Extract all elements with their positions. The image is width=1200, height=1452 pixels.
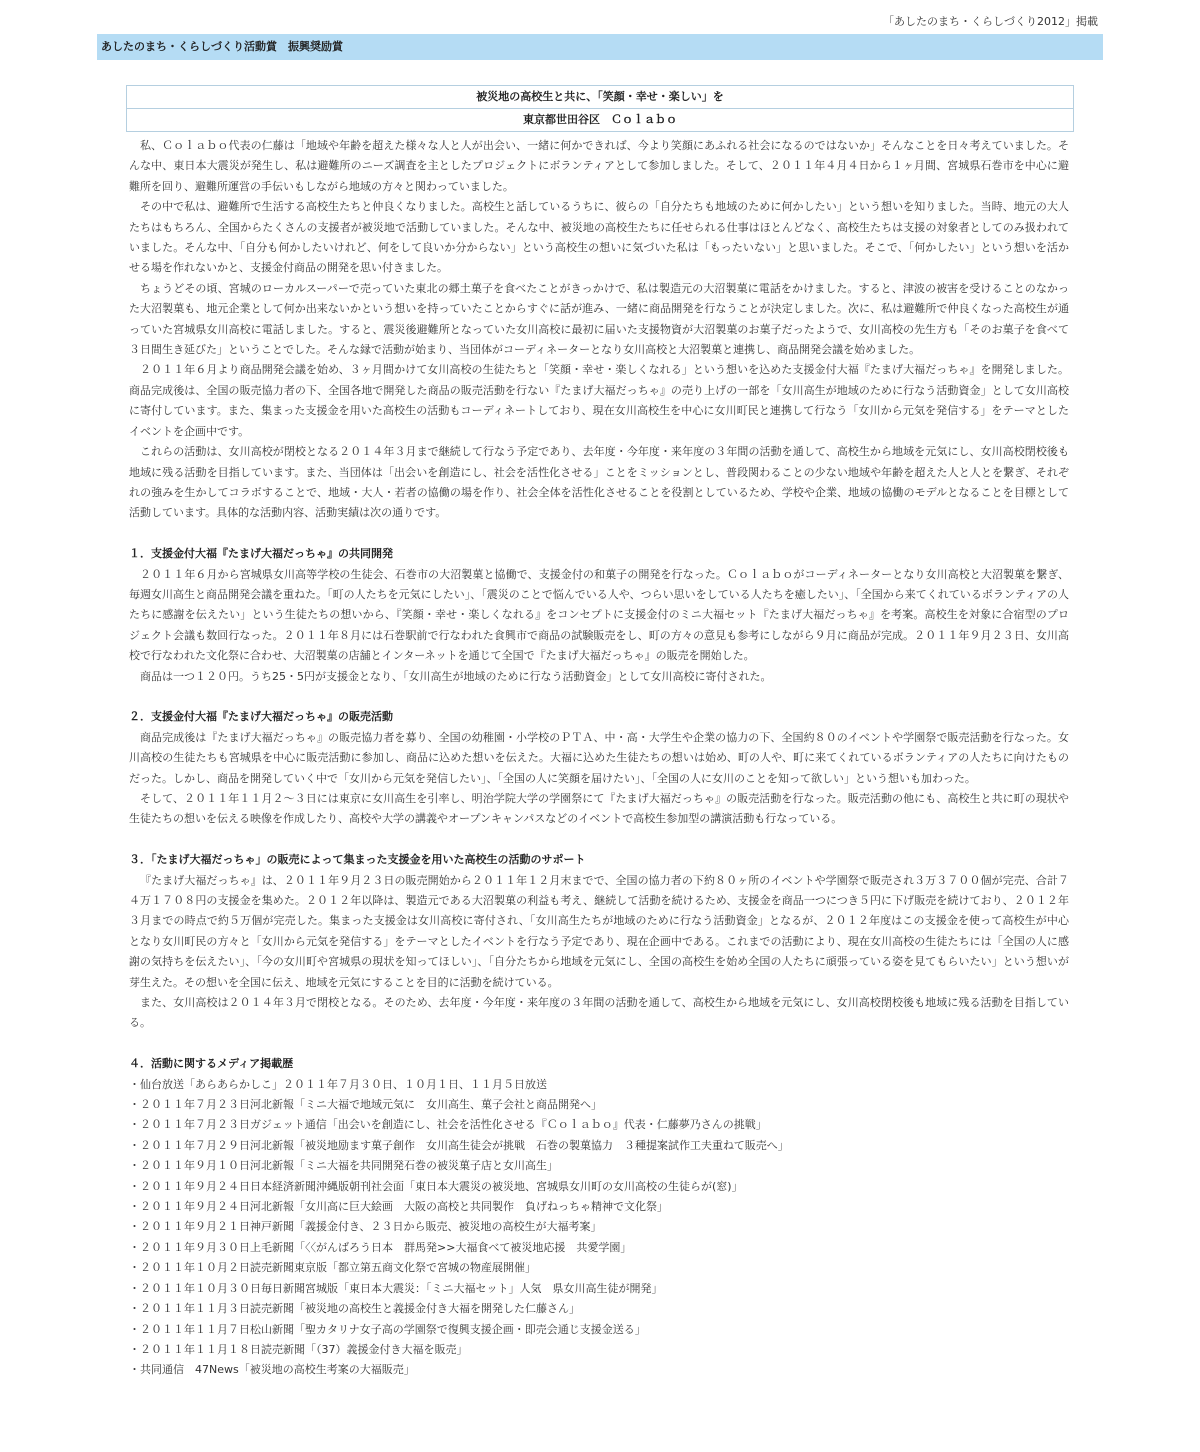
award-heading: あしたのまち・くらしづくり活動賞 振興奨励賞 xyxy=(97,34,1103,60)
intro-paragraph: ２０１１年６月より商品開発会議を始め、３ヶ月間かけて女川高校の生徒たちと「笑顔・幸せ・楽しくなれる」という想いを込めた支援金付大福『たまげ大福だっちゃ』を開発しました。商品完成後は、全国の販売協力者の下、全国各地で開発した商品の販売活動を行ない『たまげ大福だっちゃ』の売り上げの一部を「女川高生が地域のために行なう活動資金」として女川高校に寄付しています。また、集まった支援金を用いた高校生の活動もコーディネートしており、現在女川高校生を中心に女川町民と連携して行なう「女川から元気を発信する」をテーマとしたイベントを企画中です。 xyxy=(129,363,1069,438)
media-item: ・２０１１年１１月３日読売新聞「被災地の高校生と義援金付き大福を開発した仁藤さん」 xyxy=(129,1302,580,1316)
media-item: ・２０１１年１０月３０日毎日新聞宮城版「東日本大震災：「ミニ大福セット」人気 県女川高生徒が開発」 xyxy=(129,1281,663,1295)
source-note: 「あしたのまち・くらしづくり2012」掲載 xyxy=(883,15,1098,28)
section-heading: ３．「たまげ大福だっちゃ」の販売によって集まった支援金を用いた高校生の活動のサポート xyxy=(129,853,586,867)
section-paragraph: そして、２０１１年１１月２〜３日には東京に女川高生を引率し、明治学院大学の学園祭にて『たまげ大福だっちゃ』の販売活動を行なった。販売活動の他にも、高校生と共に町の現状や生徒たちの想いを伝える映像を作成したり、高校や大学の講義やオープンキャンパスなどのイベントで高校生参加型の講演活動も行なっている。 xyxy=(129,791,1069,826)
media-item: ・２０１１年７月２３日ガジェット通信「出会いを創造にし、社会を活性化させる『Ｃｏｌａｂｏ』代表・仁藤夢乃さんの挑戦」 xyxy=(129,1118,767,1132)
intro-paragraph: ちょうどその頃、宮城のローカルスーパーで売っていた東北の郷土菓子を食べたことがきっかけで、私は製造元の大沼製菓に電話をかけました。すると、津波の被害を受けることのなかった大沼製菓も、地元企業として何か出来ないかという想いを持っていたことからすぐに話が進み、一緒に商品開発を行なうことが決定しました。次に、私は避難所で仲良くなった高校生が通っていた宮城県女川高校に電話しました。すると、震災後避難所となっていた女川高校に最初に届いた支援物資が大沼製菓のお菓子だったようで、女川高校の先生方も「そのお菓子を食べて３日間生き延びた」ということでした。そんな縁で活動が始まり、当団体がコーディネーターとなり女川高校と大沼製菓と連携し、商品開発会議を始めました。 xyxy=(129,281,1069,357)
organization-name: 東京都世田谷区 Ｃｏｌａｂｏ xyxy=(127,108,1073,131)
section-heading: １．支援金付大福『たまげ大福だっちゃ』の共同開発 xyxy=(129,547,393,561)
media-item: ・２０１１年９月１０日河北新報「ミニ大福を共同開発石巻の被災菓子店と女川高生」 xyxy=(129,1159,558,1173)
section-heading: ２．支援金付大福『たまげ大福だっちゃ』の販売活動 xyxy=(129,710,393,724)
article-body xyxy=(129,136,1069,1381)
intro-paragraph: これらの活動は、女川高校が閉校となる２０１４年３月まで継続して行なう予定であり、去年度・今年度・来年度の３年間の活動を通して、高校生から地域を元気にし、女川高校閉校後も地域に残る活動を目指しています。また、当団体は「出会いを創造にし、社会を活性化させる」ことをミッションとし、普段関わることの少ない地域や年齢を超えた人と人とを繋ぎ、それぞれの強みを生かしてコラボすることで、地域・大人・若者の協働の場を作り、社会全体を活性化させることを役割としているため、学校や企業、地域の協働のモデルとなることを目標として活動しています。具体的な活動内容、活動実績は次の通りです。 xyxy=(129,445,1069,520)
media-item: ・２０１１年９月３０日上毛新聞「〈〈がんばろう日本 群馬発>>大福食べて被災地応援 共愛学園」 xyxy=(129,1240,632,1254)
title-box xyxy=(126,85,1074,132)
media-item: ・２０１１年１１月１８日読売新聞「（37）義援金付き大福を販売」 xyxy=(129,1342,468,1356)
section-paragraph: 『たまげ大福だっちゃ』は、２０１１年９月２３日の販売開始から２０１１年１２月末までで、全国の協力者の下約８０ヶ所のイベントや学園祭で販売され３万３７００個が完売、合計７４万１７０８円の支援金を集めた。２０１２年以降は、製造元である大沼製菓の利益も考え、継続して活動を続けるため、支援金を商品一つにつき５円に下げ販売を続けており、２０１２年３月までの時点で約５万個が完売した。集まった支援金は女川高校に寄付され、「女川高生たちが地域のために行なう活動資金」となるが、２０１２年度はこの支援金を使って高校生が中心となり女川町民の方々と「女川から元気を発信する」をテーマとしたイベントを行なう予定であり、現在企画中である。これまでの活動により、現在女川高校の生徒たちには「全国の人に感謝の気持ちを伝えたい」、「今の女川町や宮城県の現状を知ってほしい」、「自分たちから地域を元気にし、全国の高校生を始め全国の人たちに頑張っている姿を見てもらいたい」という想いが芽生えた。その想いを全国に伝え、地域を元気にすることを目的に活動を続けている。 xyxy=(129,873,1069,989)
section-paragraph: 商品は一つ１２０円。うち25・5円が支援金となり、「女川高生が地域のために行なう活動資金」として女川高校に寄付された。 xyxy=(140,669,772,683)
media-item: ・共同通信 47News「被災地の高校生考案の大福販売」 xyxy=(129,1363,415,1377)
section-paragraph: ２０１１年６月から宮城県女川高等学校の生徒会、石巻市の大沼製菓と協働で、支援金付の和菓子の開発を行なった。Ｃｏｌａｂｏがコーディネーターとなり女川高校と大沼製菓を繋ぎ、毎週女川高生と商品開発会議を重ねた。「町の人たちを元気にしたい」、「震災のことで悩んでいる人や、つらい思いをしている人たちを癒したい」、「全国から来てくれているボランティアの人たちに感謝を伝えたい」という生徒たちの想いから、『笑顔・幸せ・楽しくなれる』をコンセプトに支援金付のミニ大福セット『たまげ大福だっちゃ』を考案。高校生を対象に合宿型のプロジェクト会議も数回行なった。２０１１年８月には石巻駅前で行なわれた食興市で商品の試験販売をし、町の方々の意見も参考にしながら９月に商品が完成。２０１１年９月２３日、女川高校で行なわれた文化祭に合わせ、大沼製菓の店舗とインターネットを通じて全国で『たまげ大福だっちゃ』の販売を開始した。 xyxy=(129,567,1069,663)
media-item: ・２０１１年９月２１日神戸新聞「義援金付き、２３日から販売、被災地の高校生が大福考案」 xyxy=(129,1220,602,1234)
intro-paragraph: 私、Ｃｏｌａｂｏ代表の仁藤は「地域や年齢を超えた様々な人と人が出会い、一緒に何かできれば、今より笑顔にあふれる社会になるのではないか」そんなことを日々考えていました。そんな中、東日本大震災が発生し、私は避難所のニーズ調査を主としたプロジェクトにボランティアとして参加しました。そして、２０１１年４月４日から１ヶ月間、宮城県石巻市を中心に避難所を回り、避難所運営の手伝いもしながら地域の方々と関わっていました。 xyxy=(129,139,1069,193)
section-paragraph: また、女川高校は２０１４年３月で閉校となる。そのため、去年度・今年度・来年度の３年間の活動を通して、高校生から地域を元気にし、女川高校閉校後も地域に残る活動を目指している。 xyxy=(129,996,1069,1030)
media-item: ・２０１１年９月２４日日本経済新聞沖縄版朝刊社会面「東日本大震災の被災地、宮城県女川町の女川高校の生徒らが(窓)」 xyxy=(129,1179,743,1193)
media-item: ・２０１１年７月２３日河北新報「ミニ大福で地域元気に 女川高生、菓子会社と商品開発へ」 xyxy=(129,1098,602,1112)
media-item: ・２０１１年１０月２日読売新聞東京版「都立第五商文化祭で宮城の物産展開催」 xyxy=(129,1261,536,1275)
media-item: ・２０１１年１１月７日松山新聞「聖カタリナ女子高の学園祭で復興支援企画・即売会通じ支援金送る」 xyxy=(129,1322,646,1336)
media-item: ・仙台放送「あらあらかしこ」２０１１年７月３０日、１０月１日、１１月５日放送 xyxy=(129,1077,547,1091)
media-item: ・２０１１年９月２４日河北新報「女川高に巨大絵画 大阪の高校と共同製作 負げねっちゃ精神で文化祭」 xyxy=(129,1200,668,1214)
media-heading: ４．活動に関するメディア掲載歴 xyxy=(129,1057,294,1071)
intro-paragraph: その中で私は、避難所で生活する高校生たちと仲良くなりました。高校生と話しているうちに、彼らの「自分たちも地域のために何かしたい」という想いを知りました。当時、地元の大人たちはもちろん、全国からたくさんの支援者が被災地で活動していました。そんな中、被災地の高校生たちに任せられる仕事はほとんどなく、高校生たちは支援の対象者としてのみ扱われていました。そんな中、「自分も何かしたいけれど、何をして良いか分からない」という高校生の想いに気づいた私は「もったいない」と思いました。そこで、「何かしたい」という想いを活かせる場を作れないかと、支援金付商品の開発を思い付きました。 xyxy=(129,200,1069,275)
media-list xyxy=(129,1075,1069,1381)
media-item: ・２０１１年７月２９日河北新報「被災地励ます菓子創作 女川高生徒会が挑戦 石巻の製菓協力 ３種提案試作工夫重ねて販売へ」 xyxy=(129,1138,789,1152)
section-paragraph: 商品完成後は『たまげ大福だっちゃ』の販売協力者を募り、全国の幼稚園・小学校のＰＴＡ、中・高・大学生や企業の協力の下、全国約８０のイベントや学園祭で販売活動を行なった。女川高校の生徒たちも宮城県を中心に販売活動に参加し、商品に込めた想いを伝えた。大福に込めた生徒たちの想いは始め、町の人や、町に来てくれているボランティアの人たちに向けたものだった。しかし、商品を開発していく中で「女川から元気を発信したい」、「全国の人に笑顔を届けたい」、「全国の人に女川のことを知って欲しい」という想いも加わった。 xyxy=(129,730,1069,785)
article-title: 被災地の高校生と共に、「笑顔・幸せ・楽しい」を xyxy=(476,90,724,103)
